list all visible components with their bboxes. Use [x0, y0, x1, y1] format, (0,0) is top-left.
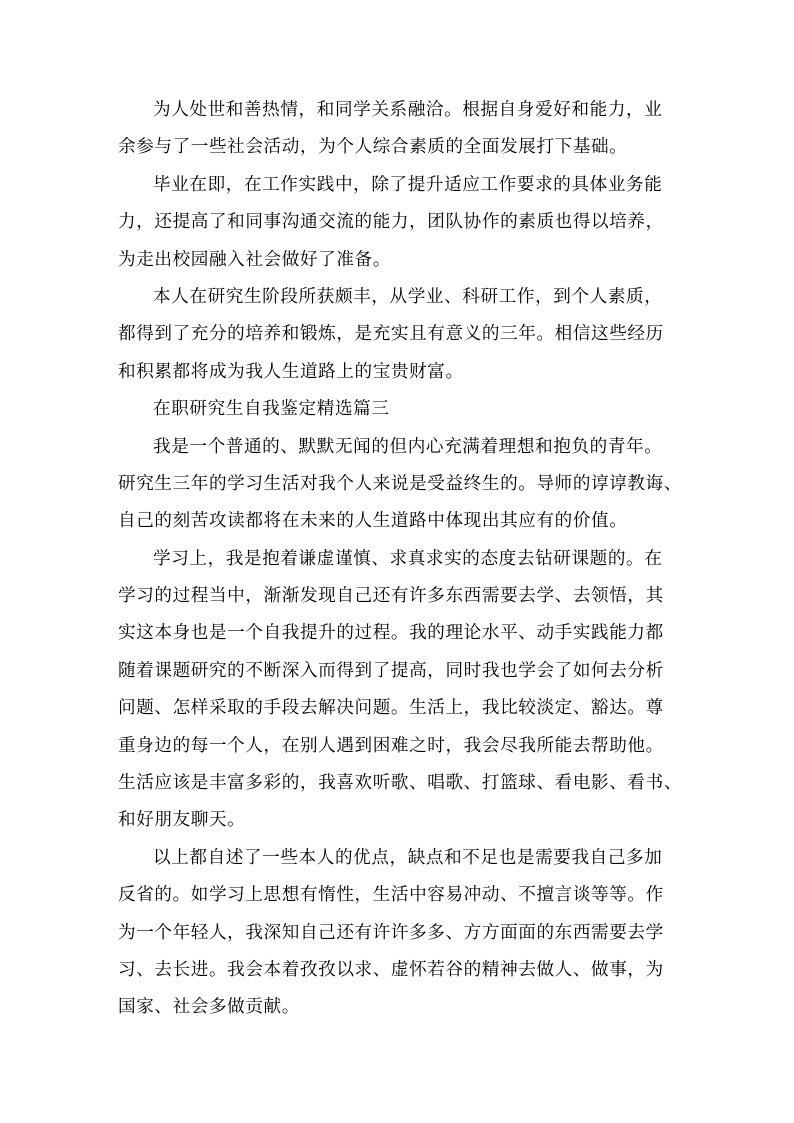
text-line: 实这本身也是一个自我提升的过程。我的理论水平、动手实践能力都 [118, 623, 664, 644]
text-line: 学习的过程当中，渐渐发现自己还有许多东西需要去学、去领悟，其 [118, 586, 664, 607]
text-line: 生活应该是丰富多彩的，我喜欢听歌、唱歌、打篮球、看电影、看书、 [118, 773, 683, 794]
text-line: 自己的刻苦攻读都将在未来的人生道路中体现出其应有的价值。 [118, 511, 628, 532]
text-line: 国家、社会多做贡献。 [118, 997, 300, 1018]
text-line: 和积累都将成为我人生道路上的宝贵财富。 [118, 361, 464, 382]
text-line: 研究生三年的学习生活对我个人来说是受益终生的。导师的谆谆教诲、 [118, 473, 683, 494]
text-line: 为走出校园融入社会做好了准备。 [118, 249, 391, 270]
text-line: 以上都自述了一些本人的优点，缺点和不足也是需要我自己多加 [153, 847, 663, 868]
text-line: 反省的。如学习上思想有惰性，生活中容易冲动、不擅言谈等等。作 [118, 885, 664, 906]
text-line: 都得到了充分的培养和锻炼，是充实且有意义的三年。相信这些经历 [118, 324, 664, 345]
text-line: 问题、怎样采取的手段去解决问题。生活上，我比较淡定、豁达。尊 [118, 698, 664, 719]
text-line: 为一个年轻人，我深知自己还有许许多多、方方面面的东西需要去学 [118, 922, 664, 943]
text-line: 为人处世和善热情，和同学关系融洽。根据自身爱好和能力，业 [153, 100, 663, 120]
text-line: 本人在研究生阶段所获颇丰，从学业、科研工作，到个人素质， [153, 286, 663, 307]
document-body [118, 92, 683, 1027]
text-line: 力，还提高了和同事沟通交流的能力，团队协作的素质也得以培养， [118, 212, 664, 233]
text-line: 习、去长进。我会本着孜孜以求、虚怀若谷的精神去做人、做事，为 [118, 959, 664, 980]
text-line: 学习上，我是抱着谦虚谨慎、求真求实的态度去钻研课题的。在 [153, 548, 663, 569]
text-line: 重身边的每一个人，在别人遇到困难之时，我会尽我所能去帮助他。 [118, 735, 664, 756]
text-line: 和好朋友聊天。 [118, 810, 246, 831]
text-line: 我是一个普通的、默默无闻的但内心充满着理想和抱负的青年。 [153, 436, 663, 457]
text-line: 随着课题研究的不断深入而得到了提高，同时我也学会了如何去分析 [118, 660, 664, 681]
section-heading: 在职研究生自我鉴定精选篇三 [153, 399, 390, 420]
text-line: 余参与了一些社会活动，为个人综合素质的全面发展打下基础。 [118, 137, 628, 158]
text-line: 毕业在即，在工作实践中，除了提升适应工作要求的具体业务能 [153, 174, 663, 195]
